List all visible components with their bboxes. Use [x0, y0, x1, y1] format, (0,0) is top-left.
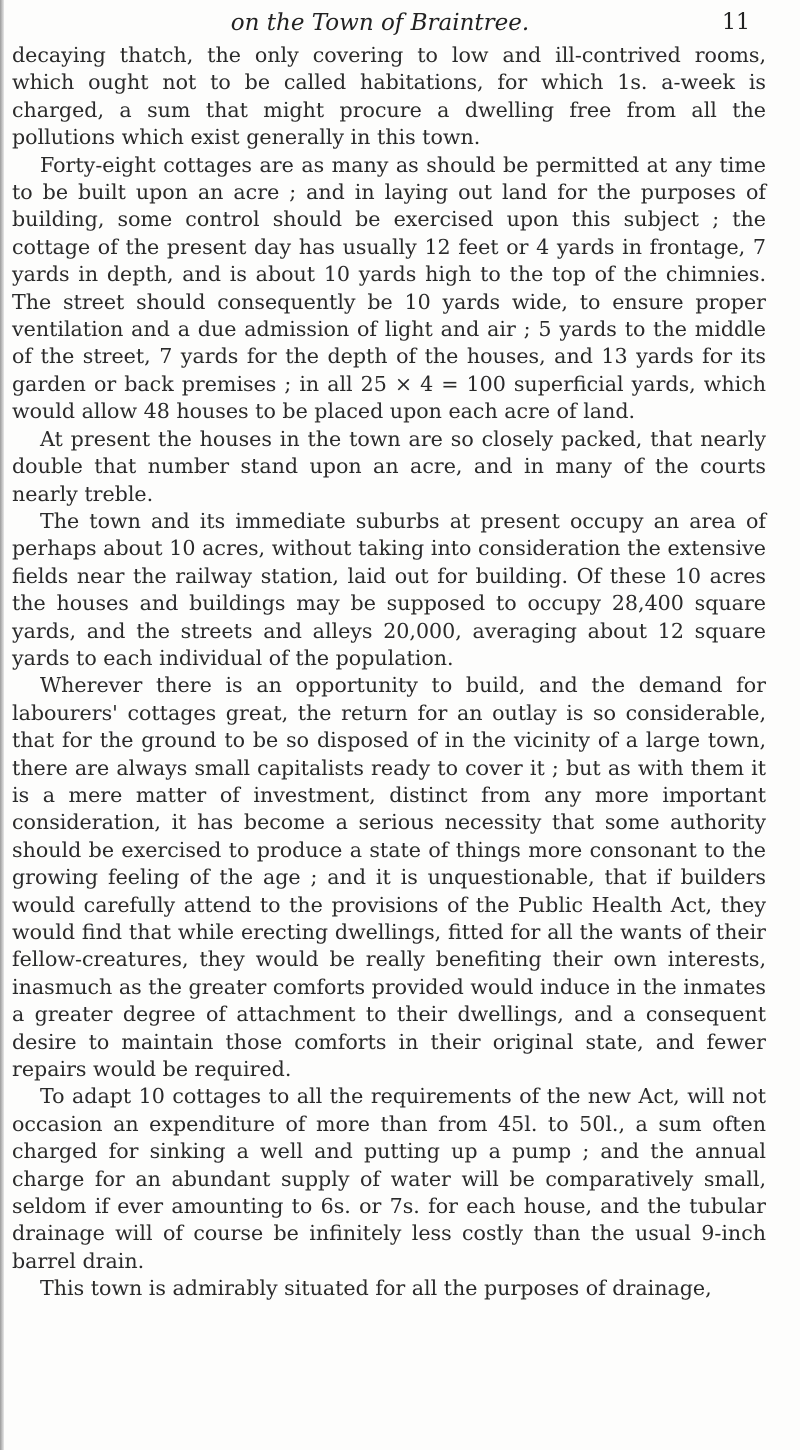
running-head: [0, 6, 800, 40]
paragraph: Wherever there is an opportunity to build, and the demand for labourers' cottages great, the return for an outlay is so considerable, that for the ground to be so disposed of in the vicinity of a large town, there are always small capitalists ready to cover it ; but as with them it is a mere matter of investment, distinct from any more important consideration, it has become a serious necessity that some authority should be exercised to produce a state of things more consonant to the growing feeling of the age ; and it is unquestionable, that if builders would carefully attend to the provisions of the Public Health Act, they would find that while erecting dwellings, fitted for all the wants of their fellow-creatures, they would be really benefiting their own interests, inasmuch as the greater comforts provided would induce in the inmates a greater degree of attachment to their dwellings, and a consequent desire to maintain those comforts in their original state, and fewer repairs would be required.: [12, 673, 766, 1082]
paragraph-continued: decaying thatch, the only covering to low and ill-contrived rooms, which ought not to be called habitations, for which 1s. a-week is charged, a sum that might procure a dwelling free from all the pollutions which exist generally in this town.: [12, 43, 766, 150]
page-edge-shadow: [0, 0, 4, 1450]
paragraph: The town and its immediate suburbs at present occupy an area of perhaps about 10 acres, without taking into consideration the extensive fields near the railway station, laid out for building. Of these 10 acres the houses and buildings may be supposed to occupy 28,400 square yards, and the streets and alleys 20,000, averaging about 12 square yards to each individual of the population.: [12, 508, 766, 670]
page-number: 11: [722, 10, 750, 35]
body-text: [12, 42, 766, 1303]
paragraph: At present the houses in the town are so closely packed, that nearly double that number stand upon an acre, and in many of the courts nearly treble.: [12, 426, 766, 506]
running-title: on the Town of Braintree.: [230, 10, 530, 36]
paragraph: To adapt 10 cottages to all the requirements of the new Act, will not occasion an expenditure of more than from 45l. to 50l., a sum often charged for sinking a well and putting up a pump ; and the annual charge for an abundant supply of water will be comparatively small, seldom if ever amounting to 6s. or 7s. for each house, and the tubular drainage will of course be infinitely less costly than the usual 9-inch barrel drain.: [12, 1084, 766, 1273]
paragraph: Forty-eight cottages are as many as should be permitted at any time to be built upon an acre ; and in laying out land for the purposes of building, some control should be exercised upon this subject ; the cottage of the present day has usually 12 feet or 4 yards in frontage, 7 yards in depth, and is about 10 yards high to the top of the chimnies. The street should consequently be 10 yards wide, to ensure proper ventilation and a due admission of light and air ; 5 yards to the middle of the street, 7 yards for the depth of the houses, and 13 yards for its garden or back premises ; in all 25 × 4 = 100 superficial yards, which would allow 48 houses to be placed upon each acre of land.: [12, 152, 766, 424]
paragraph-continues: This town is admirably situated for all the purposes of drainage,: [40, 1276, 712, 1301]
